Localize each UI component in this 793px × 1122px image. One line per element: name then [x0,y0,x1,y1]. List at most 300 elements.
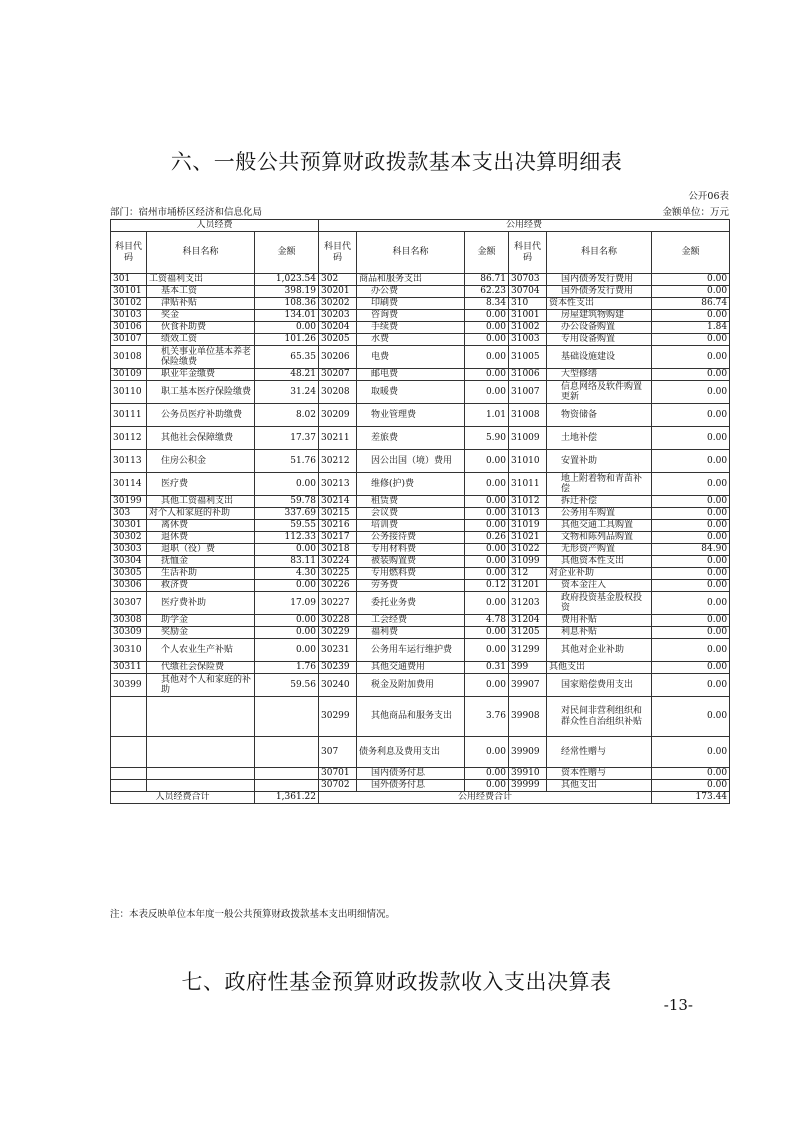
cell-amount: 3.76 [465,697,509,737]
cell-name: 住房公积金 [147,450,255,473]
cell-code: 31013 [509,508,547,520]
cell-name: 费用补贴 [547,615,652,627]
cell-code: 310 [509,298,547,310]
cell-amount: 0.00 [652,274,730,286]
cell-code: 30218 [319,544,357,556]
cell-code: 302 [319,274,357,286]
table-row [111,556,730,568]
cell-amount: 1,023.54 [255,274,319,286]
cell-code: 30704 [509,286,547,298]
cell-name: 咨询费 [357,310,465,322]
cell-code: 30308 [111,615,147,627]
cell-code: 30226 [319,580,357,592]
cell-amount [255,780,319,792]
table-row [111,592,730,615]
cell-code: 30211 [319,427,357,450]
cell-name: 专用燃料费 [357,568,465,580]
cell-amount: 0.00 [652,532,730,544]
cell-amount: 134.01 [255,310,319,322]
cell-amount: 65.35 [255,346,319,369]
cell-code: 31011 [509,473,547,496]
cell-code: 30228 [319,615,357,627]
cell-name: 代缴社会保险费 [147,662,255,674]
cell-code: 30109 [111,369,147,381]
cell-name: 办公设备购置 [547,322,652,334]
cell-name: 国家赔偿费用支出 [547,674,652,697]
cell-name: 基础设施建设 [547,346,652,369]
cell-amount: 0.00 [465,556,509,568]
cell-code: 39908 [509,697,547,737]
cell-amount: 0.00 [255,627,319,639]
cell-name: 机关事业单位基本养老保险缴费 [147,346,255,369]
cell-name: 经常性赠与 [547,737,652,768]
cell-amount: 0.00 [255,322,319,334]
cell-name: 债务利息及费用支出 [357,737,465,768]
cell-amount: 0.31 [465,662,509,674]
cell-amount: 0.00 [465,520,509,532]
cell-amount: 0.00 [465,568,509,580]
cell-name: 差旅费 [357,427,465,450]
cell-name: 土地补偿 [547,427,652,450]
table-row [111,737,730,768]
cell-amount: 0.00 [465,674,509,697]
cell-name: 工会经费 [357,615,465,627]
cell-code: 30224 [319,556,357,568]
cell-code: 31201 [509,580,547,592]
cell-name: 房屋建筑物购建 [547,310,652,322]
cell-name: 伙食补助费 [147,322,255,334]
cell-name [147,737,255,768]
cell-code: 39907 [509,674,547,697]
cell-name: 基本工资 [147,286,255,298]
cell-name: 办公费 [357,286,465,298]
cell-name: 劳务费 [357,580,465,592]
cell-name: 大型修缮 [547,369,652,381]
cell-code: 30204 [319,322,357,334]
cell-name: 租赁费 [357,496,465,508]
cell-code: 31010 [509,450,547,473]
cell-code: 30108 [111,346,147,369]
cell-amount: 8.02 [255,404,319,427]
cell-amount: 1.76 [255,662,319,674]
cell-name: 其他支出 [547,662,652,674]
cell-amount: 59.56 [255,674,319,697]
cell-name: 邮电费 [357,369,465,381]
cell-name: 文物和陈列品购置 [547,532,652,544]
cell-name: 公务用车运行维护费 [357,639,465,662]
cell-code: 31204 [509,615,547,627]
cell-name: 国内债务发行费用 [547,274,652,286]
cell-code: 31203 [509,592,547,615]
cell-code: 30199 [111,496,147,508]
cell-code: 30214 [319,496,357,508]
table-row [111,768,730,780]
cell-amount: 0.00 [652,780,730,792]
cell-code: 31003 [509,334,547,346]
cell-code: 399 [509,662,547,674]
cell-name: 维修(护)费 [357,473,465,496]
cell-amount: 8.34 [465,298,509,310]
cell-name: 信息网络及软件购置更新 [547,381,652,404]
cell-name: 其他资本性支出 [547,556,652,568]
cell-code: 30305 [111,568,147,580]
table-row [111,427,730,450]
cell-name: 对企业补助 [547,568,652,580]
cell-amount: 0.00 [652,346,730,369]
cell-code: 30311 [111,662,147,674]
cell-amount: 0.00 [652,580,730,592]
cell-amount: 0.00 [465,780,509,792]
cell-code: 30101 [111,286,147,298]
table-row [111,520,730,532]
cell-name: 资本金注入 [547,580,652,592]
cell-name: 工资福利支出 [147,274,255,286]
cell-amount [255,737,319,768]
cell-code: 39910 [509,768,547,780]
table-row [111,274,730,286]
public-total-label: 公用经费合计 [319,792,652,804]
cell-code [111,697,147,737]
cell-name: 救济费 [147,580,255,592]
cell-amount: 0.00 [652,615,730,627]
cell-code: 312 [509,568,547,580]
cell-code: 30110 [111,381,147,404]
cell-amount: 0.00 [652,639,730,662]
cell-name: 地上附着物和青苗补偿 [547,473,652,496]
cell-code: 30703 [509,274,547,286]
cell-code: 30212 [319,450,357,473]
public-header: 公用经费 [319,220,730,232]
cell-name: 电费 [357,346,465,369]
table-row [111,346,730,369]
cell-amount: 1.01 [465,404,509,427]
cell-amount: 0.00 [652,496,730,508]
cell-amount: 0.12 [465,580,509,592]
cell-code: 30227 [319,592,357,615]
cell-amount: 0.00 [652,737,730,768]
cell-code: 303 [111,508,147,520]
name-header: 科目名称 [547,232,652,274]
cell-code: 30102 [111,298,147,310]
cell-code: 31001 [509,310,547,322]
cell-name: 商品和服务支出 [357,274,465,286]
cell-code: 39999 [509,780,547,792]
cell-amount: 62.23 [465,286,509,298]
cell-code: 30207 [319,369,357,381]
cell-code: 30209 [319,404,357,427]
cell-amount: 83.11 [255,556,319,568]
cell-name: 因公出国（境）费用 [357,450,465,473]
cell-amount: 0.00 [652,627,730,639]
cell-code [111,780,147,792]
table-row [111,508,730,520]
table-row [111,286,730,298]
cell-name [147,780,255,792]
cell-amount: 0.00 [465,737,509,768]
cell-code [111,768,147,780]
cell-name: 安置补助 [547,450,652,473]
cell-amount: 59.55 [255,520,319,532]
cell-name: 医疗费补助 [147,592,255,615]
cell-name: 利息补贴 [547,627,652,639]
cell-amount: 0.00 [652,286,730,298]
cell-amount: 0.00 [652,427,730,450]
cell-amount: 0.00 [652,369,730,381]
cell-name: 其他对个人和家庭的补助 [147,674,255,697]
cell-code: 31009 [509,427,547,450]
cell-name: 其他交通工具购置 [547,520,652,532]
cell-code: 30217 [319,532,357,544]
cell-code: 30229 [319,627,357,639]
page-title: 六、一般公共预算财政拨款基本支出决算明细表 [170,150,623,174]
cell-code: 31007 [509,381,547,404]
cell-amount: 337.69 [255,508,319,520]
form-number: 公开06表 [688,191,729,202]
cell-name: 抚恤金 [147,556,255,568]
cell-code: 30303 [111,544,147,556]
cell-code: 30702 [319,780,357,792]
cell-code: 30205 [319,334,357,346]
cell-code: 31008 [509,404,547,427]
cell-amount: 0.00 [465,592,509,615]
cell-name [147,697,255,737]
cell-name: 公务员医疗补助缴费 [147,404,255,427]
cell-amount: 0.00 [465,496,509,508]
cell-amount: 4.78 [465,615,509,627]
cell-name: 公务接待费 [357,532,465,544]
cell-amount: 0.00 [652,520,730,532]
cell-name: 被装购置费 [357,556,465,568]
page-number: -13- [663,996,693,1014]
cell-name: 税金及附加费用 [357,674,465,697]
cell-amount: 0.00 [652,334,730,346]
table-row [111,450,730,473]
table-row [111,381,730,404]
cell-name: 资本性支出 [547,298,652,310]
cell-amount: 1.84 [652,322,730,334]
cell-code: 30202 [319,298,357,310]
cell-code: 30216 [319,520,357,532]
amount-header: 金额 [652,232,730,274]
table-row [111,404,730,427]
cell-code: 30307 [111,592,147,615]
next-section-title: 七、政府性基金预算财政拨款收入支出决算表 [181,970,612,994]
cell-code: 30201 [319,286,357,298]
cell-code: 30107 [111,334,147,346]
cell-code: 31019 [509,520,547,532]
cell-code: 31002 [509,322,547,334]
cell-code: 30306 [111,580,147,592]
cell-name: 医疗费 [147,473,255,496]
cell-amount: 0.00 [255,544,319,556]
cell-name: 其他对企业补助 [547,639,652,662]
cell-amount: 59.78 [255,496,319,508]
cell-name: 政府投资基金股权投资 [547,592,652,615]
cell-code: 30302 [111,532,147,544]
cell-amount: 86.71 [465,274,509,286]
code-header: 科目代码 [111,232,147,274]
cell-amount: 0.00 [652,473,730,496]
cell-amount: 48.21 [255,369,319,381]
cell-amount: 0.00 [652,674,730,697]
cell-amount: 0.00 [652,404,730,427]
cell-amount: 0.00 [465,369,509,381]
cell-amount: 0.00 [465,310,509,322]
cell-amount: 31.24 [255,381,319,404]
name-header: 科目名称 [147,232,255,274]
cell-code: 30299 [319,697,357,737]
table-row [111,310,730,322]
table-note: 注：本表反映单位本年度一般公共预算财政拨款基本支出明细情况。 [110,909,396,920]
table-row [111,369,730,381]
cell-name: 退职（役）费 [147,544,255,556]
cell-amount: 0.00 [652,310,730,322]
cell-code: 30106 [111,322,147,334]
table-row [111,544,730,556]
cell-name: 生活补助 [147,568,255,580]
cell-code: 307 [319,737,357,768]
cell-code: 30213 [319,473,357,496]
cell-code: 30215 [319,508,357,520]
cell-amount: 0.00 [465,627,509,639]
cell-code: 30399 [111,674,147,697]
cell-name: 拆迁补偿 [547,496,652,508]
cell-amount: 0.00 [652,662,730,674]
cell-name: 对民间非营利组织和群众性自治组织补贴 [547,697,652,737]
cell-code: 30309 [111,627,147,639]
cell-amount: 0.00 [465,473,509,496]
cell-code: 301 [111,274,147,286]
cell-amount: 0.00 [652,450,730,473]
department-label: 部门：宿州市埇桥区经济和信息化局 [110,207,263,218]
cell-code: 30208 [319,381,357,404]
cell-code: 31205 [509,627,547,639]
cell-name: 会议费 [357,508,465,520]
cell-name: 其他交通费用 [357,662,465,674]
cell-name: 国外债务发行费用 [547,286,652,298]
cell-amount: 0.00 [255,580,319,592]
cell-code: 30225 [319,568,357,580]
cell-code: 30103 [111,310,147,322]
code-header: 科目代码 [509,232,547,274]
table-row [111,334,730,346]
cell-amount: 0.00 [652,568,730,580]
cell-name: 职业年金缴费 [147,369,255,381]
cell-amount: 0.00 [652,592,730,615]
expenditure-table [110,219,730,804]
cell-name: 对个人和家庭的补助 [147,508,255,520]
cell-amount: 5.90 [465,427,509,450]
cell-name: 取暖费 [357,381,465,404]
table-row [111,615,730,627]
table-row [111,639,730,662]
cell-name: 专用材料费 [357,544,465,556]
cell-amount: 112.33 [255,532,319,544]
cell-name: 奖励金 [147,627,255,639]
cell-code: 31021 [509,532,547,544]
cell-name: 培训费 [357,520,465,532]
cell-name: 其他社会保障缴费 [147,427,255,450]
cell-code [111,737,147,768]
cell-code: 31012 [509,496,547,508]
public-total-value: 173.44 [652,792,730,804]
cell-amount: 0.00 [465,334,509,346]
cell-amount: 0.00 [255,473,319,496]
cell-amount: 0.00 [652,697,730,737]
cell-amount: 0.00 [255,639,319,662]
personnel-header: 人员经费 [111,220,319,232]
cell-name: 职工基本医疗保险缴费 [147,381,255,404]
table-row [111,532,730,544]
cell-name: 个人农业生产补贴 [147,639,255,662]
cell-amount: 101.26 [255,334,319,346]
cell-amount: 0.00 [652,381,730,404]
cell-amount: 0.00 [465,639,509,662]
cell-code: 31005 [509,346,547,369]
amount-header: 金额 [465,232,509,274]
cell-name: 物资储备 [547,404,652,427]
cell-amount: 0.00 [652,508,730,520]
table-row [111,662,730,674]
cell-code: 31006 [509,369,547,381]
cell-name: 离休费 [147,520,255,532]
cell-amount: 0.00 [465,346,509,369]
cell-name: 委托业务费 [357,592,465,615]
cell-name: 其他支出 [547,780,652,792]
cell-amount: 398.19 [255,286,319,298]
cell-code: 39909 [509,737,547,768]
cell-code: 30206 [319,346,357,369]
cell-amount: 4.30 [255,568,319,580]
cell-name: 助学金 [147,615,255,627]
cell-code: 30304 [111,556,147,568]
cell-code: 30701 [319,768,357,780]
cell-name: 专用设备购置 [547,334,652,346]
cell-name: 资本性赠与 [547,768,652,780]
cell-amount: 0.00 [652,768,730,780]
cell-amount: 0.00 [255,615,319,627]
table-row [111,496,730,508]
cell-name: 国外债务付息 [357,780,465,792]
table-meta [110,204,729,218]
cell-name: 奖金 [147,310,255,322]
amount-header: 金额 [255,232,319,274]
cell-code: 30301 [111,520,147,532]
cell-code: 30239 [319,662,357,674]
unit-label: 金额单位：万元 [662,207,729,218]
cell-amount: 0.00 [652,556,730,568]
code-header: 科目代码 [319,232,357,274]
cell-code: 31022 [509,544,547,556]
table-row [111,780,730,792]
cell-code: 31299 [509,639,547,662]
table-row [111,298,730,310]
cell-code: 31099 [509,556,547,568]
cell-amount: 17.09 [255,592,319,615]
cell-amount: 17.37 [255,427,319,450]
table-row [111,697,730,737]
cell-amount: 84.90 [652,544,730,556]
cell-amount [255,697,319,737]
cell-amount [255,768,319,780]
table-row [111,627,730,639]
table-row [111,674,730,697]
table-row [111,322,730,334]
cell-amount: 86.74 [652,298,730,310]
personnel-total-value: 1,361.22 [255,792,319,804]
cell-code: 30114 [111,473,147,496]
cell-amount: 0.26 [465,532,509,544]
